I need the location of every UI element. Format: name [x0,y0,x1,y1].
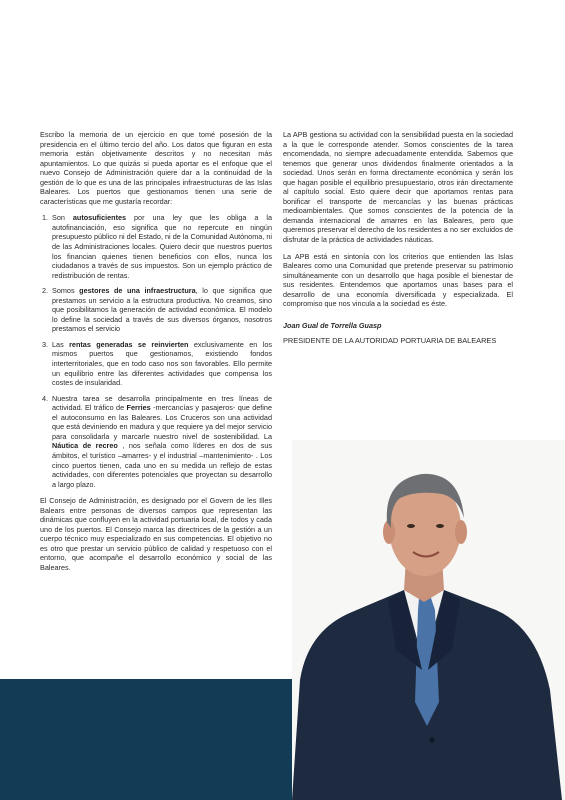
list-item: 3. Las rentas generadas se reinvierten exclusivamente en los mismos puertos que gestionamos, existiendo fondos interterritoriales, que en todo caso nos son favorables. Ello permite un equilibrio entre las diferentes actividades que compensa los costes de insularidad. [50,340,272,388]
list-item: 2. Somos gestores de una infraestructura, lo que significa que prestamos un servicio a la estructura productiva. No creamos, sino que posibilitamos la generación de actividad económica. El modelo lo define la sociedad a través de sus diversos órganos, nosotros prestamos el servicio [50,286,272,334]
left-column [40,130,272,580]
president-portrait [292,440,565,800]
list-item: 4. Nuestra tarea se desarrolla principalmente en tres líneas de actividad. El tráfico de Ferries -mercancías y pasajeros- que define el autoconsumo en las Baleares. Los Cruceros son una actividad que está deviniendo en madura y que requiere ya del mejor servicio para consolidarla y marcarle nuestro nivel de sostenibilidad. La Náutica de recreo , nos señala como líderes en dos de sus ámbitos, el turístico –amarres- y el industrial –mantenimiento- . Los cinco puertos tienen, cada uno en su medida un reflejo de estas actividades, con diferentes potenciales que proyectan su desarrollo a largo plazo. [50,394,272,489]
list-item: 1. Son autosuficientes por una ley que les obliga a la autofinanciación, eso significa que no repercute en ningún presupuesto público ni del Estado, ni de la Comunidad Autónoma, ni de las Administraciones locales. Quiero decir que nuestros puertos los financian quienes tienen beneficios con ellos, nunca los ciudadanos a través de sus impuestos. Son un ejemplo práctico de redistribución de rentas. [50,213,272,280]
signature-name: Joan Gual de Torrella Guasp [283,320,382,330]
apb-paragraph-2: La APB está en sintonía con los criterios que entienden las Islas Baleares como una Comunidad que pretende preservar su patrimonio simultáneamente con un desarrollo que haga posible el bienestar de sus residentes. Entendemos que aportamos unas bases para el desarrollo de una economía diversificada y especializada. El compromiso que nos vincula a la sociedad es éste. [283,251,513,309]
right-column [283,130,513,346]
apb-paragraph-1: La APB gestiona su actividad con la sensibilidad puesta en la sociedad a la que le corresponde atender. Somos conscientes de la tarea encomendada, no siempre adecuadamente entendida. Sabemos que tenemos que generar unos dividendos finalmente orientados a la sociedad. Unos serán en forma directamente económica y serán los que hagan posible el equilibrio presupuestario, otros irán directamente al capítulo social. Esto quiere decir que aportamos rentas para bonificar el transporte de mercancías y las buenas prácticas medioambientales. Que somos conscientes de la potencia de la demanda internacional de amarres en las Baleares, pero que queremos preservar el derecho de los residentes a no ser excluidos de disfrutar de la práctica de actividades náuticas. [283,130,513,245]
closing-paragraph: El Consejo de Administración, es designado por el Govern de les Illes Balears entre personas de diversos campos que representan las dinámicas que confluyen en la actividad portuaria local, de todos y cada uno de los puertos. El Consejo marca las directrices de la gestión a un cuerpo técnico muy especializado en sus competencias. El objetivo no es otro que prestar un servicio público de calidad y respetuoso con el entorno, que acompañe el desarrollo económico y social de las Baleares. [40,496,272,572]
signature-role: PRESIDENTE DE LA AUTORIDAD PORTUARIA DE BALEARES [283,336,497,346]
characteristics-list [40,213,272,489]
intro-paragraph: Escribo la memoria de un ejercicio en que tomé posesión de la presidencia en el último tercio del año. Los datos que figuran en esta memoria están objetivamente descritos y no necesitan más apuntamientos. Lo que quizás si pueda aportar es el enfoque que el nuevo Consejo de Administración quiere dar a la continuidad de la gestión de lo que es una de las principales infraestructuras de las Islas Baleares. Los puertos que gestionamos tienen una serie de características que me gustaría recordar: [40,130,272,206]
